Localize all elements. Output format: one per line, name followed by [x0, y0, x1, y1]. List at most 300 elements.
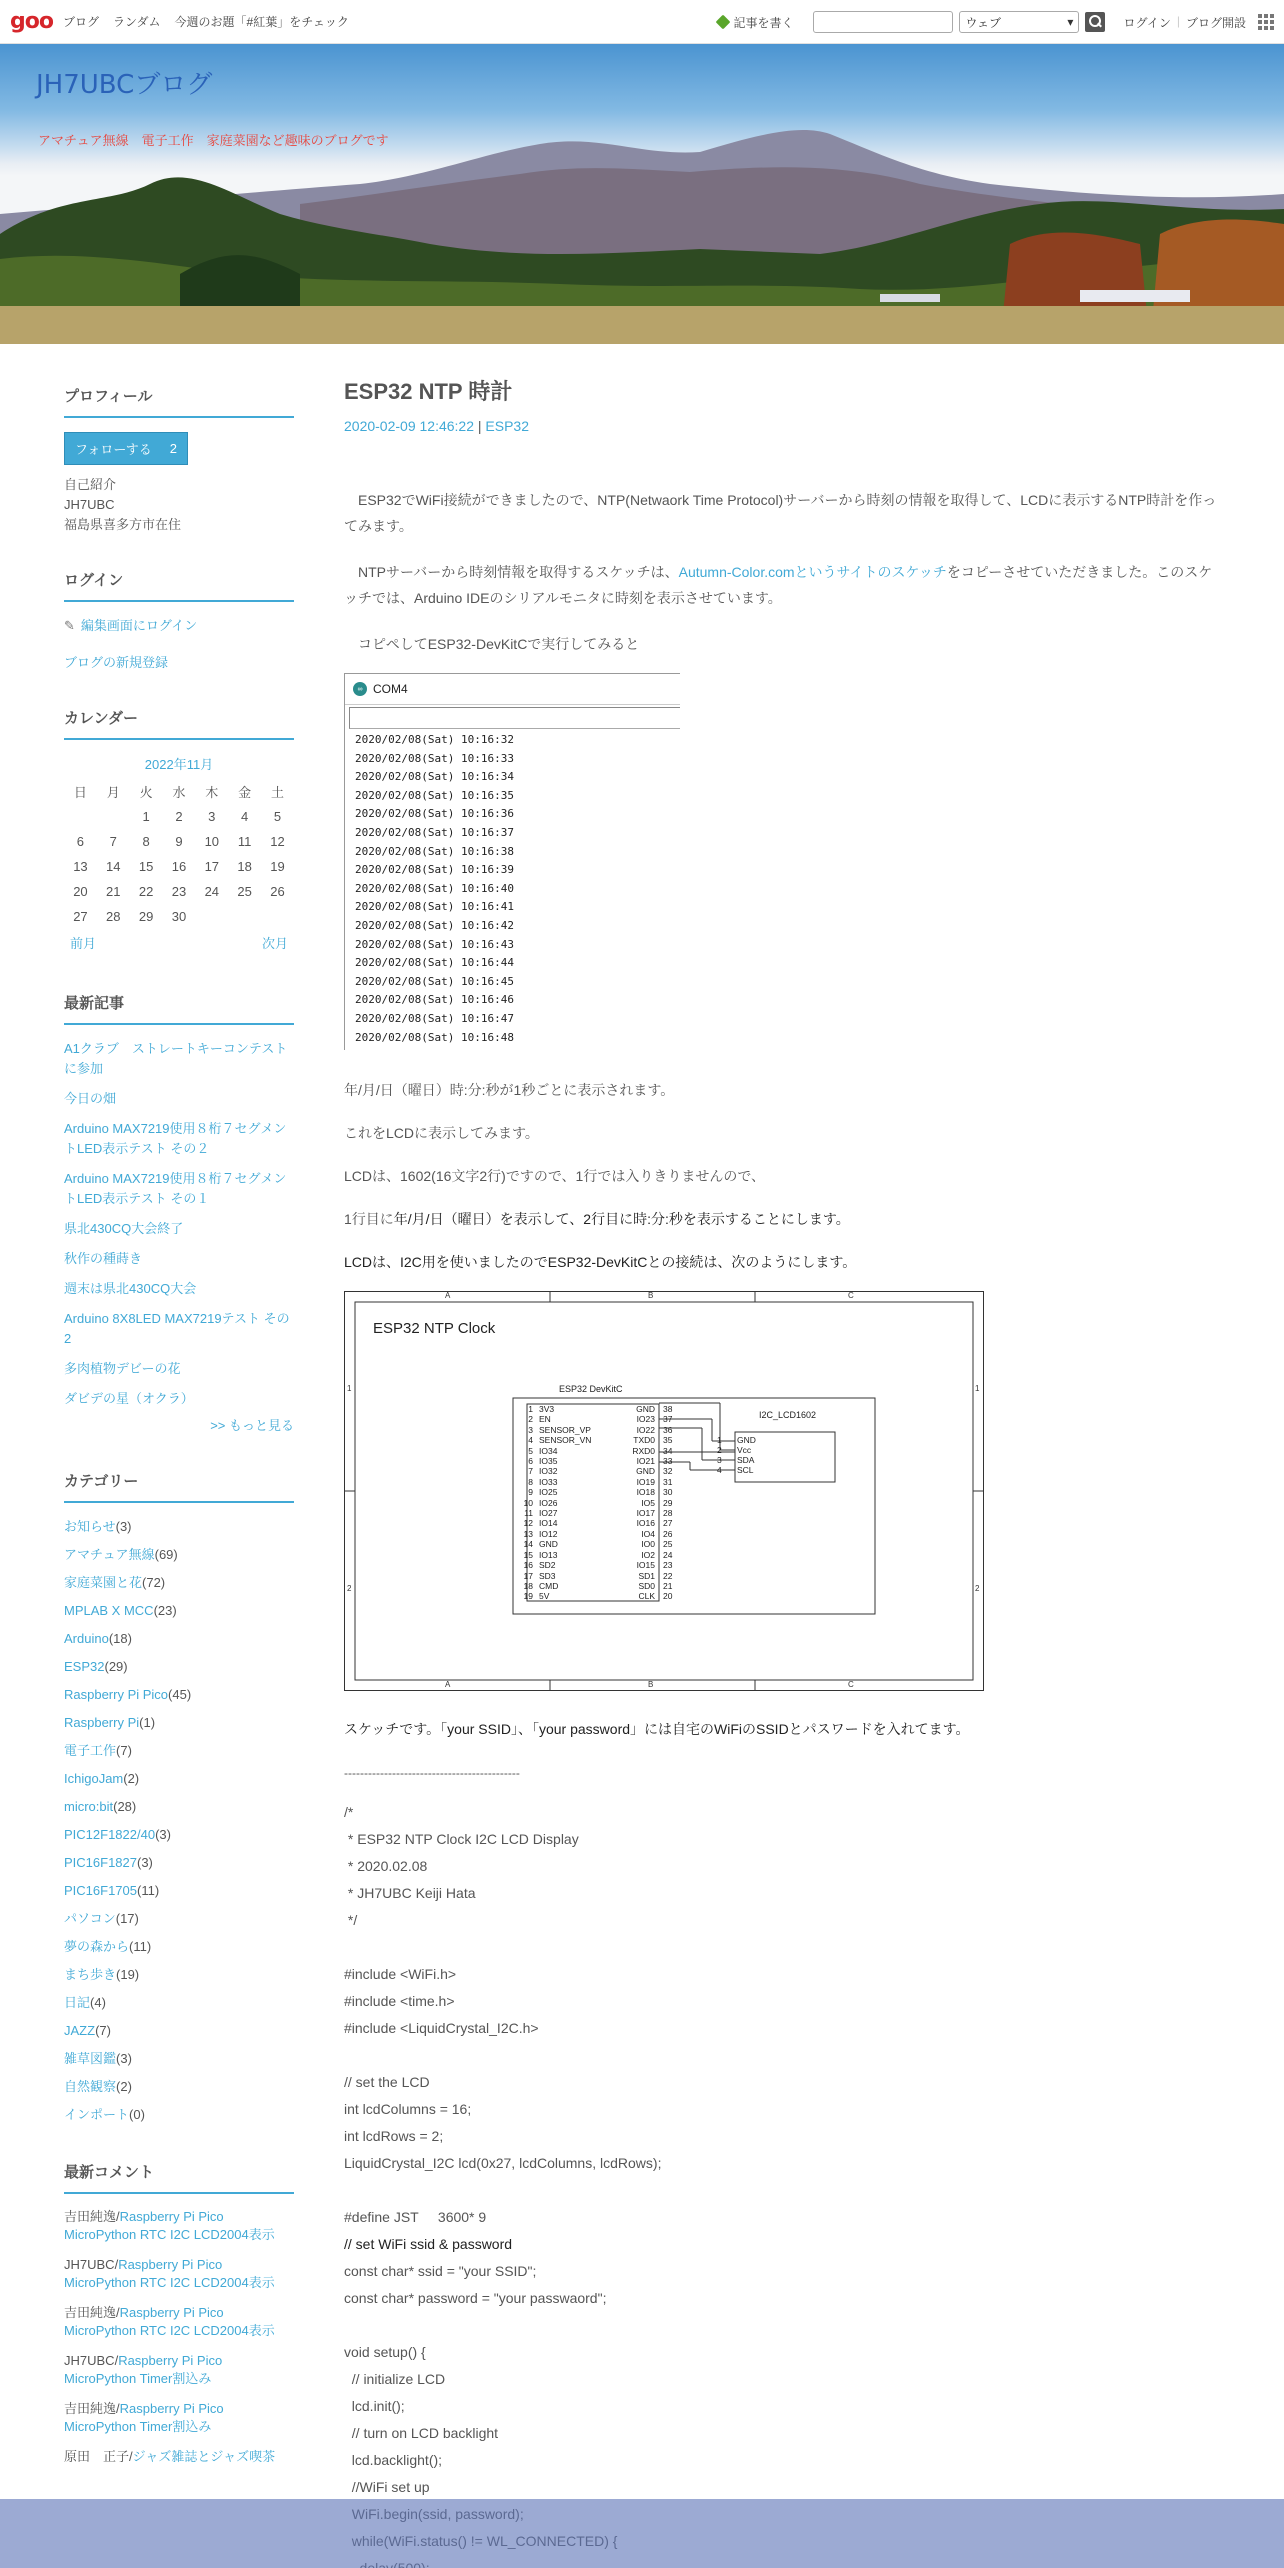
code-line: #include <time.h> — [344, 1993, 455, 2009]
calendar-week — [64, 879, 294, 904]
code-line: const char* ssid = "your SSID"; — [344, 2263, 537, 2279]
category-item — [64, 1685, 294, 1705]
pin-row — [625, 1466, 672, 1476]
pin-number: 32 — [663, 1466, 673, 1477]
module-label: ESP32 DevKitC — [559, 1384, 623, 1394]
pin-label: GND — [539, 1539, 558, 1550]
category-link[interactable]: micro:bit — [64, 1799, 114, 1814]
category-link[interactable]: PIC12F1822/40 — [64, 1827, 156, 1842]
serial-line: 2020/02/08(Sat) 10:16:39 — [355, 863, 514, 877]
calendar-day: 28 — [106, 909, 121, 924]
category-count: (18) — [108, 1631, 132, 1646]
calendar-next-link[interactable]: 次月 — [261, 936, 288, 951]
pin-label: IO19 — [636, 1476, 655, 1487]
pin-number: 5 — [528, 1445, 533, 1456]
calendar-day: 15 — [138, 859, 154, 874]
calendar-day: 3 — [208, 809, 216, 824]
category-link[interactable]: 雑草図鑑 — [64, 2051, 117, 2066]
code-line: LiquidCrystal_I2C lcd(0x27, lcdColumns, lcdRows); — [344, 2155, 662, 2171]
calendar-week — [64, 804, 294, 829]
code-line: // set the LCD — [344, 2074, 430, 2090]
code-line: // initialize LCD — [344, 2371, 446, 2387]
comment-item — [64, 2352, 294, 2388]
calendar-day — [228, 904, 261, 929]
blog-subtitle: アマチュア無線 電子工作 家庭菜園など趣味のブログです — [38, 133, 389, 148]
code-line — [344, 1934, 1224, 1961]
text: 年/月/日（曜日）を表示して、2行目に時:分:秒を表示することにします。 — [393, 1211, 850, 1227]
category-count: (3) — [116, 2051, 132, 2066]
category-link[interactable]: 電子工作 — [64, 1743, 117, 1758]
pin-label: IO25 — [539, 1487, 558, 1498]
post-title[interactable]: ESP32 NTP 時計 — [344, 379, 513, 404]
code-line: // set WiFi ssid & password — [344, 2236, 513, 2252]
calendar-table — [64, 779, 294, 929]
pencil-icon: ✎ — [64, 618, 75, 633]
pin-row — [519, 1487, 591, 1497]
calendar-day: 30 — [171, 909, 187, 924]
post-paragraph: ESP32でWiFi接続ができましたので、NTP(Netwaork Time Protocol)サーバーから時刻の情報を取得して、LCDに表示するNTP時計を作ってみます。 — [344, 492, 1217, 534]
pin-row — [625, 1498, 672, 1508]
category-count: (29) — [104, 1659, 128, 1674]
serial-line: 2020/02/08(Sat) 10:16:43 — [355, 937, 514, 951]
category-count: (3) — [115, 1519, 132, 1534]
login-link[interactable]: ログイン — [1123, 15, 1171, 30]
calendar-day: 12 — [270, 834, 285, 849]
chevron-down-icon: ▾ — [1067, 15, 1074, 29]
calendar-day: 2 — [175, 809, 183, 824]
calendar-day — [261, 904, 294, 929]
serial-line: 2020/02/08(Sat) 10:16:36 — [355, 807, 514, 821]
page-overlay — [0, 2499, 1284, 2568]
grid-col-c-bottom: C — [848, 1680, 854, 1689]
grid-col-a-top: A — [445, 1291, 451, 1300]
calendar-day: 9 — [175, 834, 183, 849]
category-item — [64, 1937, 294, 1957]
category-link[interactable]: 自然観察 — [64, 2079, 117, 2094]
category-count: (23) — [153, 1603, 177, 1618]
text: 1行目に — [344, 1211, 394, 1227]
pin-number: 31 — [663, 1476, 673, 1487]
source-site-link[interactable]: Autumn-Color.comというサイトのスケッチ — [678, 564, 947, 580]
search-scope-select[interactable] — [959, 11, 1079, 33]
category-count: (7) — [116, 1743, 132, 1758]
divider: | — [1176, 13, 1180, 28]
write-post-label: 記事を書く — [733, 15, 794, 30]
category-item — [64, 1573, 294, 1593]
nav-blog[interactable]: ブログ — [62, 15, 99, 29]
category-count: (11) — [137, 1883, 160, 1898]
recent-post-link[interactable]: 今日の畑 — [64, 1091, 117, 1106]
pin-row — [625, 1414, 672, 1424]
category-item — [64, 1545, 294, 1565]
pin-number: 10 — [523, 1497, 533, 1508]
comment-author: 吉田純逸/ — [64, 2209, 120, 2224]
pin-number: 16 — [523, 1560, 533, 1571]
comment-post-link[interactable]: Raspberry Pi Pico MicroPython Timer割込み — [64, 2353, 223, 2386]
write-post-link[interactable] — [716, 14, 793, 31]
pin-label: Vcc — [737, 1445, 752, 1455]
weekday: 水 — [172, 785, 186, 800]
pin-row — [519, 1446, 591, 1456]
pin-number: 14 — [523, 1539, 533, 1550]
category-list — [64, 1517, 294, 2125]
category-count: (3) — [137, 1855, 153, 1870]
category-count: (69) — [154, 1547, 178, 1562]
pin-row — [625, 1560, 672, 1570]
category-item — [64, 2077, 294, 2097]
serial-line: 2020/02/08(Sat) 10:16:48 — [355, 1030, 514, 1044]
pin-row — [625, 1456, 672, 1466]
category-link[interactable]: PIC16F1705 — [64, 1883, 137, 1898]
category-link[interactable]: 家庭菜園と花 — [64, 1575, 143, 1590]
calendar-month[interactable]: 2022年11月 — [144, 757, 214, 772]
meta-separator: | — [474, 418, 486, 434]
category-count: (19) — [116, 1967, 140, 1982]
code-line: int lcdRows = 2; — [344, 2128, 444, 2144]
pin-label: IO18 — [636, 1487, 655, 1498]
serial-line: 2020/02/08(Sat) 10:16:47 — [355, 1011, 514, 1025]
pin-label: 3V3 — [539, 1404, 555, 1414]
pin-row — [519, 1518, 591, 1528]
pin-row — [519, 1571, 591, 1581]
login-heading: ログイン — [64, 569, 294, 602]
search-scope-value: ウェブ — [965, 15, 1001, 30]
pin-label: SDA — [737, 1455, 755, 1465]
apps-grid-icon[interactable] — [1258, 14, 1274, 30]
profile-name: JH7UBC — [64, 497, 115, 512]
pin-row — [625, 1581, 672, 1591]
pin-number: 17 — [523, 1570, 533, 1581]
serial-output — [345, 731, 680, 1047]
categories-section — [64, 1470, 294, 2125]
code-line: lcd.init(); — [344, 2398, 405, 2414]
category-link[interactable]: PIC16F1827 — [64, 1855, 137, 1870]
pin-row — [519, 1414, 591, 1424]
edit-login-link[interactable] — [64, 616, 294, 636]
pin-number: 19 — [523, 1591, 533, 1602]
lcd-label: I2C_LCD1602 — [759, 1410, 817, 1420]
calendar-day: 26 — [270, 884, 285, 899]
recent-post-link[interactable]: 県北430CQ大会終了 — [64, 1221, 184, 1236]
comment-author: 吉田純逸/ — [64, 2401, 120, 2416]
nav-random[interactable]: ランダム — [113, 15, 161, 29]
pin-label: TXD0 — [633, 1435, 655, 1446]
search-input[interactable] — [813, 11, 953, 33]
category-count: (45) — [168, 1687, 192, 1702]
post-paragraph: 年/月/日（曜日）時:分:秒が1秒ごとに表示されます。 — [344, 1082, 675, 1098]
serial-line: 2020/02/08(Sat) 10:16:37 — [355, 825, 514, 839]
more-posts-link[interactable]: >> もっと見る — [210, 1418, 294, 1433]
category-item — [64, 1881, 294, 1901]
pin-label: IO14 — [539, 1518, 558, 1529]
serial-line: 2020/02/08(Sat) 10:16:35 — [355, 788, 514, 802]
serial-line: 2020/02/08(Sat) 10:16:33 — [355, 751, 514, 765]
category-count: (7) — [95, 2023, 111, 2038]
pin-number: 1 — [717, 1435, 722, 1445]
pin-row — [519, 1529, 591, 1539]
weekday: 木 — [205, 785, 219, 800]
post-category-link[interactable]: ESP32 — [485, 418, 530, 434]
pin-row — [519, 1581, 591, 1591]
blog-title[interactable]: JH7UBCブログ — [36, 70, 213, 100]
category-link[interactable]: Arduino — [64, 1631, 109, 1646]
pin-number: 13 — [523, 1528, 533, 1539]
category-link[interactable]: Raspberry Pi Pico — [64, 1687, 169, 1702]
calendar-day — [97, 804, 130, 829]
pin-row — [717, 1465, 756, 1475]
calendar-day: 20 — [73, 884, 88, 899]
comments-heading: 最新コメント — [64, 2161, 294, 2194]
calendar-day: 11 — [237, 834, 252, 849]
pin-row — [717, 1435, 756, 1445]
profile-location: 福島県喜多方市在住 — [64, 517, 182, 532]
post-datetime[interactable]: 2020-02-09 12:46:22 — [344, 418, 474, 434]
pin-row — [519, 1591, 591, 1601]
calendar-day: 13 — [73, 859, 88, 874]
recent-post-link[interactable]: 秋作の種蒔き — [64, 1251, 143, 1266]
serial-line: 2020/02/08(Sat) 10:16:32 — [355, 733, 514, 746]
category-link[interactable]: Raspberry Pi — [64, 1715, 140, 1730]
category-link[interactable]: インポート — [64, 2107, 130, 2122]
pin-row — [625, 1571, 672, 1581]
comment-item — [64, 2256, 294, 2292]
post-paragraph: スケッチです。「your SSID」、「your password」には自宅のWiFiのSSIDとパスワードを入れてます。 — [344, 1721, 970, 1737]
grid-col-c-top: C — [848, 1291, 854, 1300]
comment-post-link[interactable]: ジャズ雑誌とジャズ喫茶 — [132, 2449, 276, 2464]
category-item — [64, 1601, 294, 1621]
pin-label: IO22 — [636, 1424, 655, 1435]
pin-number: 4 — [528, 1435, 533, 1446]
pin-label: GND — [737, 1435, 756, 1445]
post-meta — [344, 418, 1224, 434]
pencil-icon — [716, 15, 731, 30]
calendar-day: 7 — [109, 834, 117, 849]
pin-label: SD0 — [638, 1580, 655, 1591]
pin-label: SENSOR_VP — [539, 1424, 591, 1435]
code-line: const char* password = "your passwaord"; — [344, 2290, 607, 2306]
account-links — [1123, 14, 1246, 31]
weekday: 土 — [271, 785, 285, 800]
weekday: 日 — [73, 785, 87, 800]
header-banner — [0, 44, 1284, 344]
grid-row-2-right: 2 — [975, 1584, 980, 1593]
pin-row — [625, 1539, 672, 1549]
lcd-pins — [717, 1435, 756, 1475]
calendar-day: 1 — [142, 809, 150, 824]
pin-row — [625, 1477, 672, 1487]
comment-post-link[interactable]: Raspberry Pi Pico MicroPython RTC I2C LCD2004表示 — [64, 2209, 275, 2242]
search-button[interactable] — [1085, 12, 1105, 32]
category-link[interactable]: JAZZ — [64, 2023, 96, 2038]
code-line: //WiFi set up — [344, 2479, 430, 2495]
category-count: (4) — [90, 1995, 106, 2010]
comment-item — [64, 2208, 294, 2244]
recent-post-link[interactable]: Arduino MAX7219使用８桁７セグメントLED表示テスト その２ — [64, 1121, 287, 1156]
calendar-day: 5 — [273, 809, 282, 824]
recent-post-link[interactable]: Arduino MAX7219使用８桁７セグメントLED表示テスト その１ — [64, 1171, 287, 1206]
calendar-day: 24 — [204, 884, 220, 899]
pin-number: 25 — [663, 1539, 673, 1550]
category-item — [64, 2105, 294, 2125]
login-section — [64, 569, 294, 673]
pin-label: IO23 — [636, 1414, 655, 1425]
recent-post-link[interactable]: 週末は県北430CQ大会 — [64, 1281, 197, 1296]
post-paragraph: コピペしてESP32-DevKitCで実行してみると — [344, 636, 640, 652]
pin-number: 27 — [663, 1518, 673, 1529]
serial-monitor-screenshot — [344, 673, 680, 1050]
category-count: (17) — [115, 1911, 139, 1926]
comment-author: JH7UBC/ — [64, 2257, 119, 2272]
pin-number: 15 — [523, 1549, 533, 1560]
calendar-day: 14 — [106, 859, 121, 874]
recent-posts-heading: 最新記事 — [64, 992, 294, 1025]
code-line: #include <LiquidCrystal_I2C.h> — [344, 2020, 539, 2036]
pin-row — [625, 1487, 672, 1497]
comment-post-link[interactable]: Raspberry Pi Pico MicroPython RTC I2C LCD2004表示 — [64, 2305, 275, 2338]
serial-input — [349, 707, 680, 729]
category-item — [64, 1797, 294, 1817]
pin-label: IO27 — [539, 1508, 558, 1519]
category-item — [64, 1993, 294, 2013]
recent-post-link[interactable]: 多肉植物デビーの花 — [64, 1361, 181, 1376]
calendar-week — [64, 829, 294, 854]
schematic-title: ESP32 NTP Clock — [373, 1320, 496, 1337]
pin-number: 33 — [663, 1456, 673, 1467]
calendar-day: 18 — [237, 859, 252, 874]
category-link[interactable]: 日記 — [64, 1995, 91, 2010]
code-line: lcd.backlight(); — [344, 2452, 443, 2468]
pin-row — [519, 1477, 591, 1487]
pin-label: CLK — [638, 1591, 655, 1602]
category-link[interactable]: お知らせ — [64, 1519, 116, 1534]
category-link[interactable]: パソコン — [64, 1911, 116, 1926]
comment-author: 吉田純逸/ — [64, 2305, 120, 2320]
serial-line: 2020/02/08(Sat) 10:16:40 — [355, 881, 514, 895]
calendar-section — [64, 707, 294, 956]
category-item — [64, 1657, 294, 1677]
calendar-day: 27 — [73, 909, 88, 924]
category-link[interactable]: MPLAB X MCC — [64, 1603, 154, 1618]
comments-section — [64, 2161, 294, 2466]
pin-number: 2 — [717, 1445, 722, 1455]
category-item — [64, 1517, 294, 1537]
category-item — [64, 1909, 294, 1929]
pin-label: 5V — [539, 1591, 550, 1602]
goo-logo[interactable]: goo — [10, 9, 53, 34]
pin-label: IO12 — [539, 1528, 558, 1539]
profile-heading: プロフィール — [64, 385, 294, 418]
code-divider: -------------------------------------------- — [344, 1766, 520, 1780]
grid-col-b-top: B — [648, 1291, 654, 1300]
pin-label: IO21 — [636, 1456, 655, 1467]
pin-row — [625, 1591, 672, 1601]
pin-label: IO5 — [641, 1497, 655, 1508]
open-blog-link[interactable]: ブログ開設 — [1185, 15, 1246, 30]
category-count: (1) — [139, 1715, 156, 1730]
pin-number: 35 — [663, 1435, 673, 1446]
serial-line: 2020/02/08(Sat) 10:16:45 — [355, 974, 514, 988]
pin-row — [519, 1539, 591, 1549]
category-count: (2) — [123, 1771, 140, 1786]
pin-row — [519, 1435, 591, 1445]
recent-posts-section — [64, 992, 294, 1434]
category-item — [64, 1741, 294, 1761]
pin-row — [625, 1550, 672, 1560]
calendar-prev-link[interactable]: 前月 — [70, 936, 97, 951]
grid-col-b-bottom: B — [648, 1680, 654, 1689]
pin-label: IO35 — [539, 1456, 558, 1467]
pin-label: RXD0 — [632, 1445, 655, 1456]
category-link[interactable]: まち歩き — [64, 1967, 117, 1982]
category-item — [64, 2049, 294, 2069]
follow-button[interactable] — [64, 432, 188, 465]
code-line: * JH7UBC Keiji Hata — [344, 1885, 476, 1901]
pin-label: SENSOR_VN — [539, 1435, 592, 1446]
comment-post-link[interactable]: Raspberry Pi Pico MicroPython Timer割込み — [64, 2401, 224, 2434]
calendar-day: 22 — [138, 884, 154, 899]
pin-label: SD3 — [539, 1570, 556, 1581]
recent-post-link[interactable]: Arduino 8X8LED MAX7219テスト その2 — [64, 1311, 290, 1346]
new-blog-link[interactable]: ブログの新規登録 — [64, 655, 169, 670]
code-line: * ESP32 NTP Clock I2C LCD Display — [344, 1831, 579, 1847]
category-item — [64, 1629, 294, 1649]
calendar-week — [64, 904, 294, 929]
calendar-day: 10 — [204, 834, 220, 849]
weekday: 月 — [106, 785, 120, 800]
pin-label: IO15 — [636, 1560, 655, 1571]
pin-number: 38 — [663, 1404, 673, 1414]
category-item — [64, 1965, 294, 1985]
code-listing — [344, 1799, 1224, 2568]
pin-label: SD1 — [638, 1570, 655, 1581]
category-item — [64, 1713, 294, 1733]
pin-row — [519, 1508, 591, 1518]
category-link[interactable]: ESP32 — [64, 1659, 105, 1674]
post-paragraph: LCDは、I2C用を使いましたのでESP32-DevKitCとの接続は、次のようにします。 — [344, 1254, 857, 1270]
follower-count: 2 — [169, 441, 177, 456]
category-count: (28) — [113, 1799, 137, 1814]
serial-line: 2020/02/08(Sat) 10:16:46 — [355, 993, 514, 1007]
category-link[interactable]: 夢の森から — [64, 1939, 130, 1954]
pin-label: IO17 — [636, 1508, 655, 1519]
nav-weekly-topic[interactable]: 今週のお題「#紅葉」をチェック — [174, 15, 349, 29]
profile-section — [64, 385, 294, 535]
category-link[interactable]: IchigoJam — [64, 1771, 124, 1786]
serial-line: 2020/02/08(Sat) 10:16:38 — [355, 844, 514, 858]
category-link[interactable]: アマチュア無線 — [64, 1547, 155, 1562]
pin-label: SD2 — [539, 1560, 556, 1571]
post-paragraph: LCDは、1602(16文字2行)ですので、1行では入りきりませんので、 — [344, 1168, 766, 1184]
pin-row — [519, 1466, 591, 1476]
calendar-nav — [64, 929, 294, 956]
pin-row — [519, 1550, 591, 1560]
comment-post-link[interactable]: Raspberry Pi Pico MicroPython RTC I2C LCD2004表示 — [64, 2257, 275, 2290]
top-right — [716, 0, 1284, 44]
top-nav — [63, 13, 349, 30]
comment-item — [64, 2400, 294, 2436]
pin-label: IO4 — [641, 1528, 655, 1539]
recent-post-link[interactable]: ダビデの星（オクラ） — [64, 1391, 194, 1406]
text: をコピーさせていただきました。このスケッチでは、Arduino IDEのシリアルモニタに時刻を表示させています。 — [344, 564, 1213, 606]
pin-row — [717, 1455, 756, 1465]
module-right-pins — [625, 1404, 672, 1602]
serial-line: 2020/02/08(Sat) 10:16:41 — [355, 900, 514, 914]
comment-author: JH7UBC/ — [64, 2353, 119, 2368]
recent-post-link[interactable]: A1クラブ ストレートキーコンテストに参加 — [64, 1041, 288, 1076]
calendar-day: 23 — [171, 884, 187, 899]
pin-number: 4 — [717, 1465, 722, 1475]
grid-row-2-left: 2 — [347, 1584, 352, 1593]
